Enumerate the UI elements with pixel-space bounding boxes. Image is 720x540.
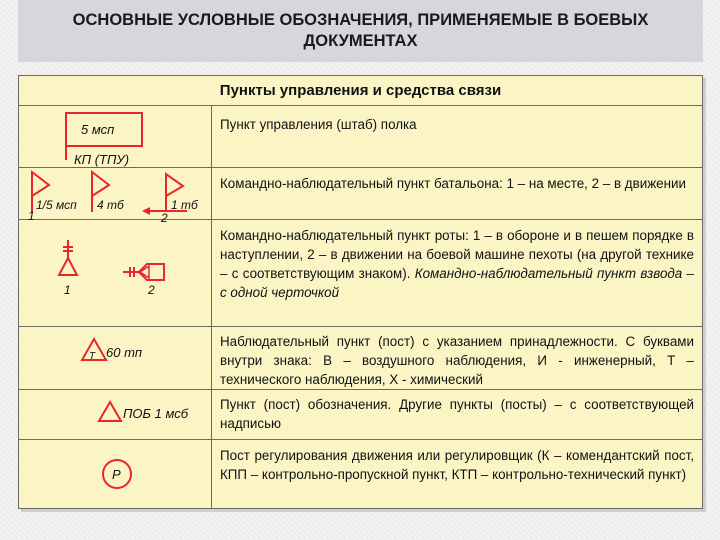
description-text: Командно-наблюдательный пункт роты: 1 – в обороне и в пешем порядке в наступлении, 2 – в движении на боевой машине пехоты (на другой технике – с соответствующим знаком). — [220, 228, 694, 281]
row-description: Пункт управления (штаб) полка — [220, 117, 417, 132]
flag1-label: 1/5 мсп — [36, 198, 77, 212]
regiment-hq-symbol — [19, 106, 212, 168]
row-description: Наблюдательный пункт (пост) с указанием принадлежности. С буквами внутри знака: В – воздушного наблюдения, И - инженерный, Т – технического наблюдения, Х - химический — [220, 334, 694, 387]
marking-post-label: ПОБ 1 мсб — [123, 406, 189, 421]
observation-post-symbol — [19, 327, 212, 390]
table-row — [19, 220, 702, 327]
triangle-letter: Т — [89, 351, 96, 362]
description-italic: Командно-наблюдательный пункт взвода – с одной черточкой — [220, 266, 694, 300]
symbol-cell — [19, 106, 212, 167]
symbol-cell — [19, 390, 212, 439]
symbol-cell — [19, 168, 212, 225]
observation-post-label: 60 тп — [106, 345, 143, 360]
title-text: ОСНОВНЫЕ УСЛОВНЫЕ ОБОЗНАЧЕНИЯ, ПРИМЕНЯЕМЫЕ В БОЕВЫХ ДОКУМЕНТАХ — [72, 11, 649, 50]
flag2-label: 4 тб — [97, 198, 124, 212]
hq-sub-label: КП (ТПУ) — [74, 152, 130, 167]
variant-number: 1 — [28, 209, 35, 223]
table-row — [19, 327, 702, 390]
row-description: Пост регулирования движения или регулировщик (К – комендантский пост, КПП – контрольно-пропускной пункт, КТП – контрольно-технический пункт) — [220, 448, 694, 482]
triangle-icon — [59, 258, 77, 275]
variant-number: 2 — [161, 211, 168, 225]
legend-table — [18, 75, 703, 509]
marking-post-symbol — [19, 390, 212, 440]
table-row — [19, 168, 702, 225]
row-description: Командно-наблюдательный пункт батальона: 1 – на месте, 2 – в движении — [220, 176, 686, 191]
table-row — [19, 106, 702, 168]
company-cop-symbol — [19, 220, 212, 327]
row-description: Пункт (пост) обозначения. Другие пункты (посты) – с соответствующей надписью — [220, 397, 694, 431]
table-row — [19, 390, 702, 440]
symbol-cell — [19, 327, 212, 389]
battalion-cop-symbol — [19, 168, 212, 225]
table-row — [19, 440, 702, 508]
flag3-label: 1 тб — [171, 198, 198, 212]
vehicle-icon — [139, 264, 164, 280]
table-header: Пункты управления и средства связи — [19, 76, 702, 106]
variant-number: 2 — [148, 283, 155, 297]
circle-letter: Р — [112, 467, 121, 482]
symbol-cell — [19, 220, 212, 326]
traffic-control-symbol — [19, 440, 212, 508]
row-description — [220, 226, 694, 302]
triangle-icon — [99, 402, 121, 421]
variant-number: 1 — [64, 283, 71, 297]
arrow-head-icon — [142, 207, 150, 215]
page-title — [18, 0, 703, 62]
symbol-cell — [19, 440, 212, 508]
hq-box-label: 5 мсп — [81, 122, 115, 137]
